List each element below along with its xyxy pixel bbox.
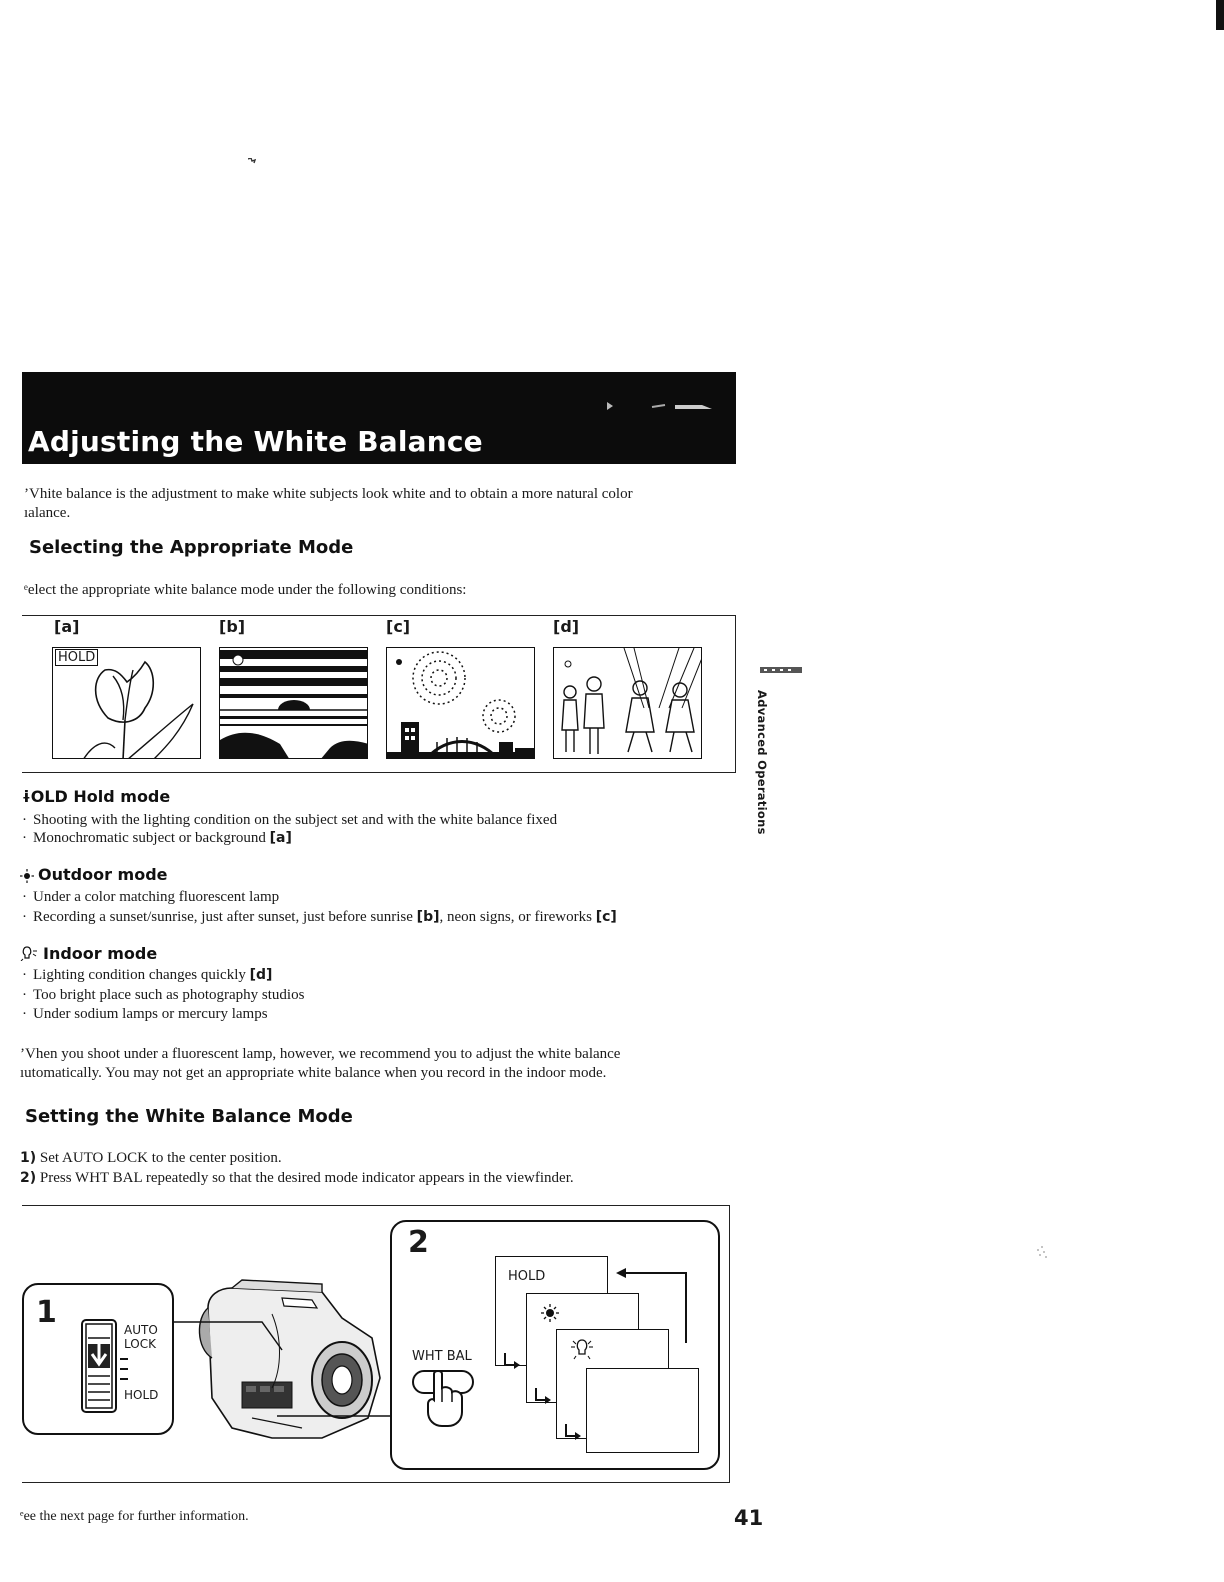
step-1: 1) Set AUTO LOCK to the center position. [20, 1150, 282, 1166]
title-banner [22, 372, 736, 464]
auto-lock-label: AUTO LOCK [124, 1323, 158, 1351]
indoor-mode-heading: Indoor mode [43, 944, 158, 963]
indoor-indicator-icon [569, 1338, 595, 1360]
footer-continue-note: ᵉee the next page for further information. [20, 1509, 249, 1524]
step-2-number: 2 [408, 1225, 429, 1260]
step-1-number: 1 [36, 1295, 57, 1330]
indoor-bullet-2: · Too bright place such as photography studios [33, 986, 733, 1005]
figure-label-d: [d] [553, 617, 580, 636]
outdoor-bullet-1: · Under a color matching fluorescent lamp [33, 888, 733, 907]
step-2: 2) Press WHT BAL repeatedly so that the desired mode indicator appears in the viewfinder. [20, 1170, 574, 1186]
hold-tag: HOLD [55, 649, 98, 666]
intro-paragraph [24, 485, 744, 523]
callout-lines [172, 1320, 402, 1420]
sunset-icon [220, 648, 368, 759]
side-tab-mark-icon [760, 666, 802, 674]
intro-line-1: ’Vhite balance is the adjustment to make white subjects look white and to obtain a more natural color [24, 486, 633, 502]
note-line-2: ıutomatically. You may not get an appropriate white balance when you record in the indoor mode. [20, 1065, 607, 1081]
page-title: Adjusting the White Balance [28, 425, 483, 458]
figure-label-b: [b] [219, 617, 246, 636]
section-heading-selecting-mode: Selecting the Appropriate Mode [29, 537, 354, 558]
hold-bullet-1: · Shooting with the lighting condition on the subject set and with the white balance fixed [33, 811, 733, 830]
step-arrow-1-icon [502, 1352, 522, 1370]
indoor-bullet-1: · Lighting condition changes quickly [d] [33, 966, 733, 985]
indicator-auto-frame [586, 1368, 699, 1453]
page-edge-mark [1216, 0, 1224, 30]
banner-decoration-icon [607, 400, 727, 414]
step-arrow-2-icon [533, 1387, 553, 1405]
wht-bal-label: WHT BAL [412, 1349, 472, 1364]
side-tab-label: Advanced Operations [755, 690, 769, 835]
step-arrow-3-icon [563, 1423, 583, 1441]
section-heading-setting-mode: Setting the White Balance Mode [25, 1106, 353, 1127]
figure-label-a: [a] [54, 617, 80, 636]
picture-c-fireworks [386, 647, 535, 759]
figure-label-c: [c] [386, 617, 411, 636]
hold-switch-label: HOLD [124, 1388, 159, 1402]
cycle-arrow-icon [610, 1265, 690, 1345]
outdoor-sun-icon [20, 869, 34, 883]
picture-b-sunset [219, 647, 368, 759]
scan-speck-icon [248, 158, 256, 164]
picture-a-tulip [52, 647, 201, 759]
side-tab-advanced-operations [751, 690, 775, 835]
outdoor-indicator-icon [541, 1304, 559, 1322]
auto-lock-switch-icon [80, 1318, 120, 1414]
wht-bal-button-press-icon [410, 1368, 480, 1430]
hold-indicator-label: HOLD [508, 1269, 546, 1284]
picture-d-indoor-stage [553, 647, 702, 759]
outdoor-bullet-2: · Recording a sunset/sunrise, just after sunset, just before sunrise [b], neon signs, or fireworks [c] [33, 908, 733, 927]
hold-bullet-2: · Monochromatic subject or background [a] [33, 829, 733, 848]
indoor-bullet-3: · Under sodium lamps or mercury lamps [33, 1005, 733, 1024]
fluorescent-note [20, 1045, 740, 1083]
section-1-intro: ᵉelect the appropriate white balance mode under the following conditions: [24, 582, 467, 598]
page-number: 41 [734, 1506, 764, 1530]
outdoor-mode-heading: Outdoor mode [38, 865, 168, 884]
stage-dancers-icon [554, 648, 702, 759]
indoor-bulb-icon [20, 945, 38, 961]
note-line-1: ’Vhen you shoot under a fluorescent lamp, however, we recommend you to adjust the white balance [20, 1046, 621, 1062]
switch-notch-marks [120, 1355, 130, 1385]
intro-line-2: ıalance. [24, 505, 71, 521]
hold-mode-heading: ɨOLD Hold mode [22, 787, 171, 806]
fireworks-icon [387, 648, 535, 759]
scan-dots-icon [1034, 1244, 1050, 1260]
